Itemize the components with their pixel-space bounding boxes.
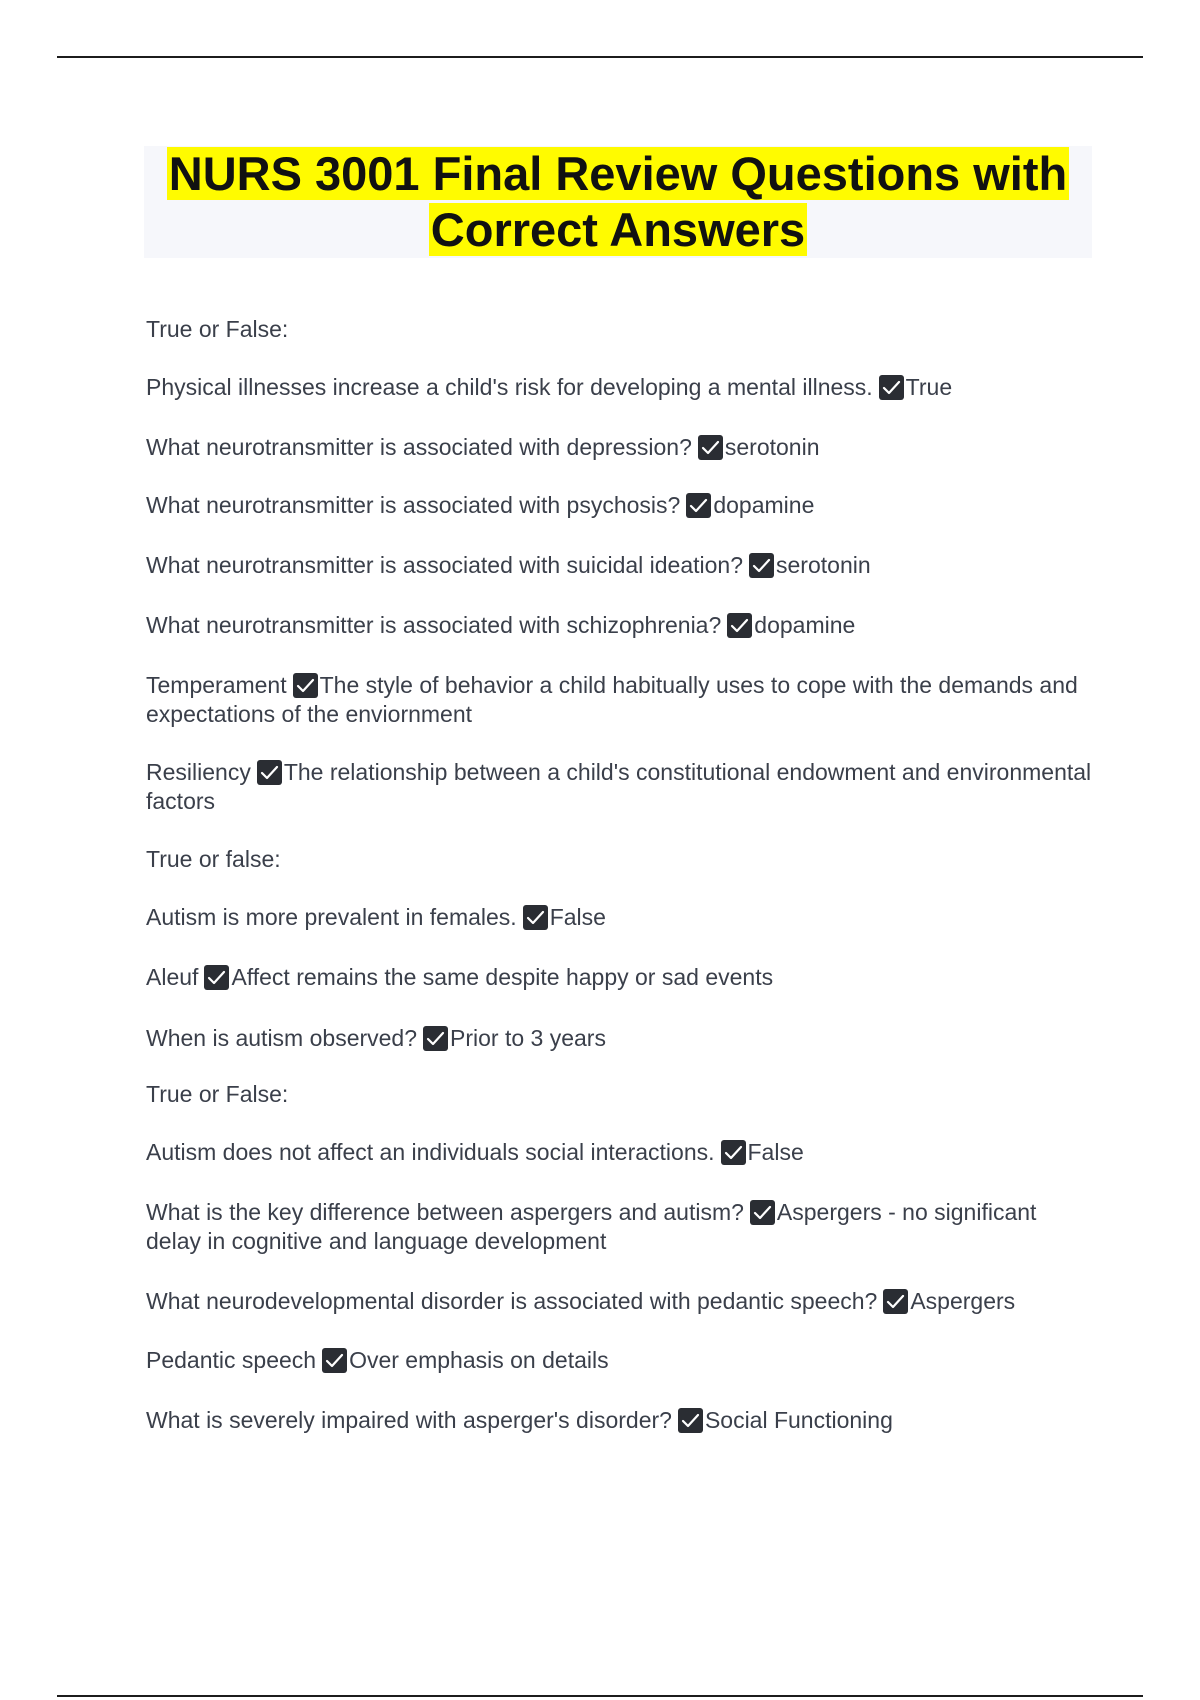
question-text: What neurodevelopmental disorder is associated with pedantic speech? (146, 1288, 878, 1314)
qa-item (146, 373, 1096, 402)
answer-text: The style of behavior a child habitually uses to cope with the demands and expectations of the enviornment (146, 672, 1078, 727)
checkmark-icon (750, 1200, 775, 1225)
answer-text: Prior to 3 years (450, 1025, 606, 1051)
checkmark-icon (879, 375, 904, 400)
answer-text: dopamine (713, 492, 815, 518)
qa-item (146, 1287, 1096, 1316)
top-rule (57, 56, 1143, 58)
checkmark-icon (883, 1289, 908, 1314)
question-text: Autism is more prevalent in females. (146, 904, 517, 930)
qa-item (146, 611, 1096, 640)
question-text: Pedantic speech (146, 1347, 317, 1373)
qa-item (146, 1346, 1096, 1375)
question-text: What neurotransmitter is associated with depression? (146, 434, 692, 460)
qa-item (146, 1080, 1096, 1109)
answer-text: Aspergers - no significant delay in cognitive and language development (146, 1199, 1037, 1254)
question-text: What neurotransmitter is associated with suicidal ideation? (146, 552, 744, 578)
answer-text: serotonin (724, 434, 820, 460)
checkmark-icon (257, 760, 282, 785)
qa-item (146, 1406, 1096, 1435)
answer-text: False (549, 904, 606, 930)
qa-item (146, 671, 1096, 729)
title-block (144, 146, 1092, 258)
question-text: True or false: (146, 846, 281, 872)
qa-item (146, 845, 1096, 874)
question-text: What neurotransmitter is associated with psychosis? (146, 492, 681, 518)
question-text: True or False: (146, 1081, 289, 1107)
qa-item (146, 903, 1096, 932)
checkmark-icon (721, 1140, 746, 1165)
question-text: Autism does not affect an individuals social interactions. (146, 1139, 715, 1165)
checkmark-icon (727, 613, 752, 638)
checkmark-icon (749, 553, 774, 578)
question-text: Resiliency (146, 759, 251, 785)
answer-text: Aspergers (910, 1288, 1016, 1314)
question-text: Aleuf (146, 964, 199, 990)
answer-text: The relationship between a child's constitutional endowment and environmental factors (146, 759, 1092, 814)
title-line-2: Correct Answers (430, 203, 806, 256)
question-text: When is autism observed? (146, 1025, 418, 1051)
qa-item (146, 491, 1096, 520)
qa-item (146, 963, 1096, 992)
checkmark-icon (678, 1408, 703, 1433)
checkmark-icon (686, 493, 711, 518)
qa-item (146, 433, 1096, 462)
title-line-1: NURS 3001 Final Review Questions with (168, 147, 1068, 200)
checkmark-icon (523, 905, 548, 930)
answer-text: False (747, 1139, 804, 1165)
page-title (144, 146, 1092, 258)
checkmark-icon (293, 673, 318, 698)
checkmark-icon (423, 1026, 448, 1051)
answer-text: serotonin (776, 552, 871, 578)
answer-text: dopamine (754, 612, 856, 638)
question-text: What is the key difference between aspergers and autism? (146, 1199, 744, 1225)
qa-item (146, 1138, 1096, 1167)
question-text: Temperament (146, 672, 287, 698)
answer-text: Affect remains the same despite happy or sad events (231, 964, 774, 990)
answer-text: Social Functioning (704, 1407, 893, 1433)
question-text: What is severely impaired with asperger's disorder? (146, 1407, 672, 1433)
question-text: True or False: (146, 316, 289, 342)
qa-item (146, 551, 1096, 580)
answer-text: True (905, 374, 953, 400)
qa-item (146, 758, 1096, 816)
qa-item (146, 1024, 1096, 1053)
qa-item (146, 315, 1096, 344)
question-text: What neurotransmitter is associated with schizophrenia? (146, 612, 722, 638)
checkmark-icon (698, 435, 723, 460)
checkmark-icon (322, 1348, 347, 1373)
question-text: Physical illnesses increase a child's risk for developing a mental illness. (146, 374, 873, 400)
answer-text: Over emphasis on details (349, 1347, 609, 1373)
bottom-rule (57, 1695, 1143, 1697)
qa-item (146, 1198, 1096, 1256)
checkmark-icon (204, 965, 229, 990)
